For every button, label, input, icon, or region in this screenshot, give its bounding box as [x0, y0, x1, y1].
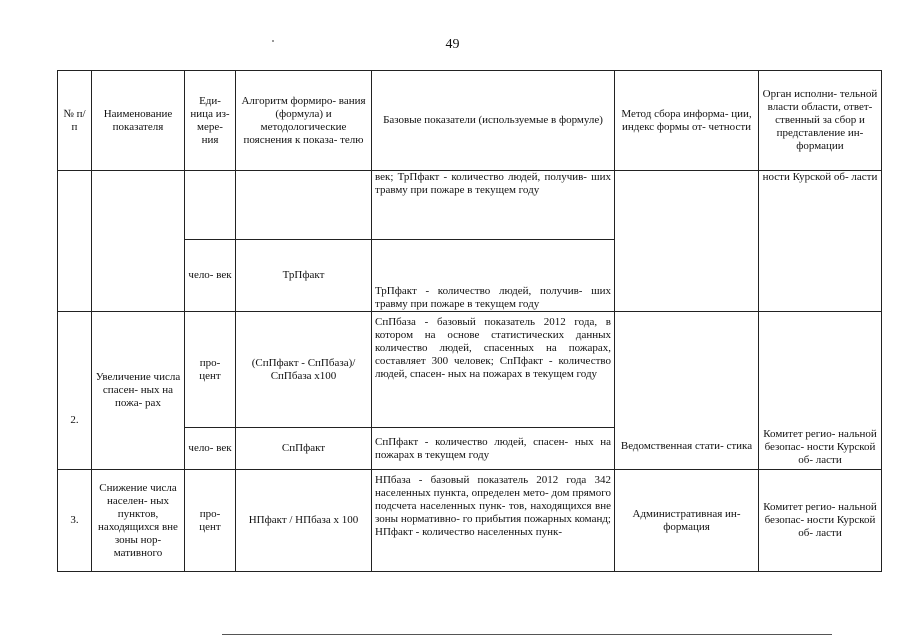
row-3-organ: Комитет регио- нальной безопас- ности Курской об- ласти — [759, 470, 882, 572]
header-organ: Орган исполни- тельной власти области, ответ- ственный за сбор и представление ин- формации — [759, 71, 882, 171]
row-3-base: НПбаза - базовый показатель 2012 года 342 населенных пункта, определен мето- дом прямого подсчета населенных пунк- тов, находящихся вне зоны нормативно- го прибытия пожарных команд; НПфакт - количество населенных пунк- — [372, 470, 615, 572]
header-base: Базовые показатели (используемые в формуле) — [372, 71, 615, 171]
row-2-name: Увеличение числа спасен- ных на пожа- рах — [92, 312, 185, 470]
header-method: Метод сбора информа- ции, индекс формы от- четности — [615, 71, 759, 171]
page-number: 49 — [445, 37, 460, 52]
cont-unit-cell: чело- век — [185, 240, 236, 312]
table-row — [58, 470, 882, 572]
row-2-formula: (СпПфакт - СпПбаза)/ СпПбаза х100 — [236, 312, 372, 428]
row-2-organ: Комитет регио- нальной безопас- ности Курской об- ласти — [759, 312, 882, 470]
cont-method-cell — [615, 171, 759, 312]
header-name: Наименование показателя — [92, 71, 185, 171]
cont-base-cell: век; ТрПфакт - количество людей, получив- ших травму при пожаре в текущем году — [372, 171, 615, 240]
row-2-unit: про- цент — [185, 312, 236, 428]
row-2-unit-b: чело- век — [185, 428, 236, 470]
row-3-name: Снижение числа населен- ных пунктов, находящихся вне зоны нор- мативного — [92, 470, 185, 572]
header-num: № п/п — [58, 71, 92, 171]
row-2-base-b: СпПфакт - количество людей, спасен- ных на пожарах в текущем году — [372, 428, 615, 470]
row-2-formula-b: СпПфакт — [236, 428, 372, 470]
row-3-formula: НПфакт / НПбаза х 100 — [236, 470, 372, 572]
cont-formula-cell: ТрПфакт — [236, 240, 372, 312]
cont-formula-cell — [236, 171, 372, 240]
row-3-method: Административная ин- формация — [615, 470, 759, 572]
header-unit: Еди- ница из- мере- ния — [185, 71, 236, 171]
table-row — [58, 312, 882, 428]
row-2-base: СпПбаза - базовый показатель 2012 года, в котором на основе статистических данных количество людей, спасенных на пожарах, составляет 300 человек; СпПфакт - количество людей, спасен- ных на пожарах в текущем году — [372, 312, 615, 428]
bottom-rule — [222, 634, 832, 635]
cont-base-cell: ТрПфакт - количество людей, получив- ших травму при пожаре в текущем году — [372, 240, 615, 312]
cont-organ-cell: ности Курской об- ласти — [759, 171, 882, 312]
cont-name-cell — [92, 171, 185, 312]
header-row — [58, 71, 882, 171]
header-formula: Алгоритм формиро- вания (формула) и методологические пояснения к показа- телю — [236, 71, 372, 171]
row-3-unit: про- цент — [185, 470, 236, 572]
row-2-num: 2. — [58, 312, 92, 470]
indicators-table — [57, 70, 882, 572]
row-3-num: 3. — [58, 470, 92, 572]
cont-num-cell — [58, 171, 92, 312]
cont-unit-cell — [185, 171, 236, 240]
table-row — [58, 171, 882, 240]
row-2-method: Ведомственная стати- стика — [615, 312, 759, 470]
